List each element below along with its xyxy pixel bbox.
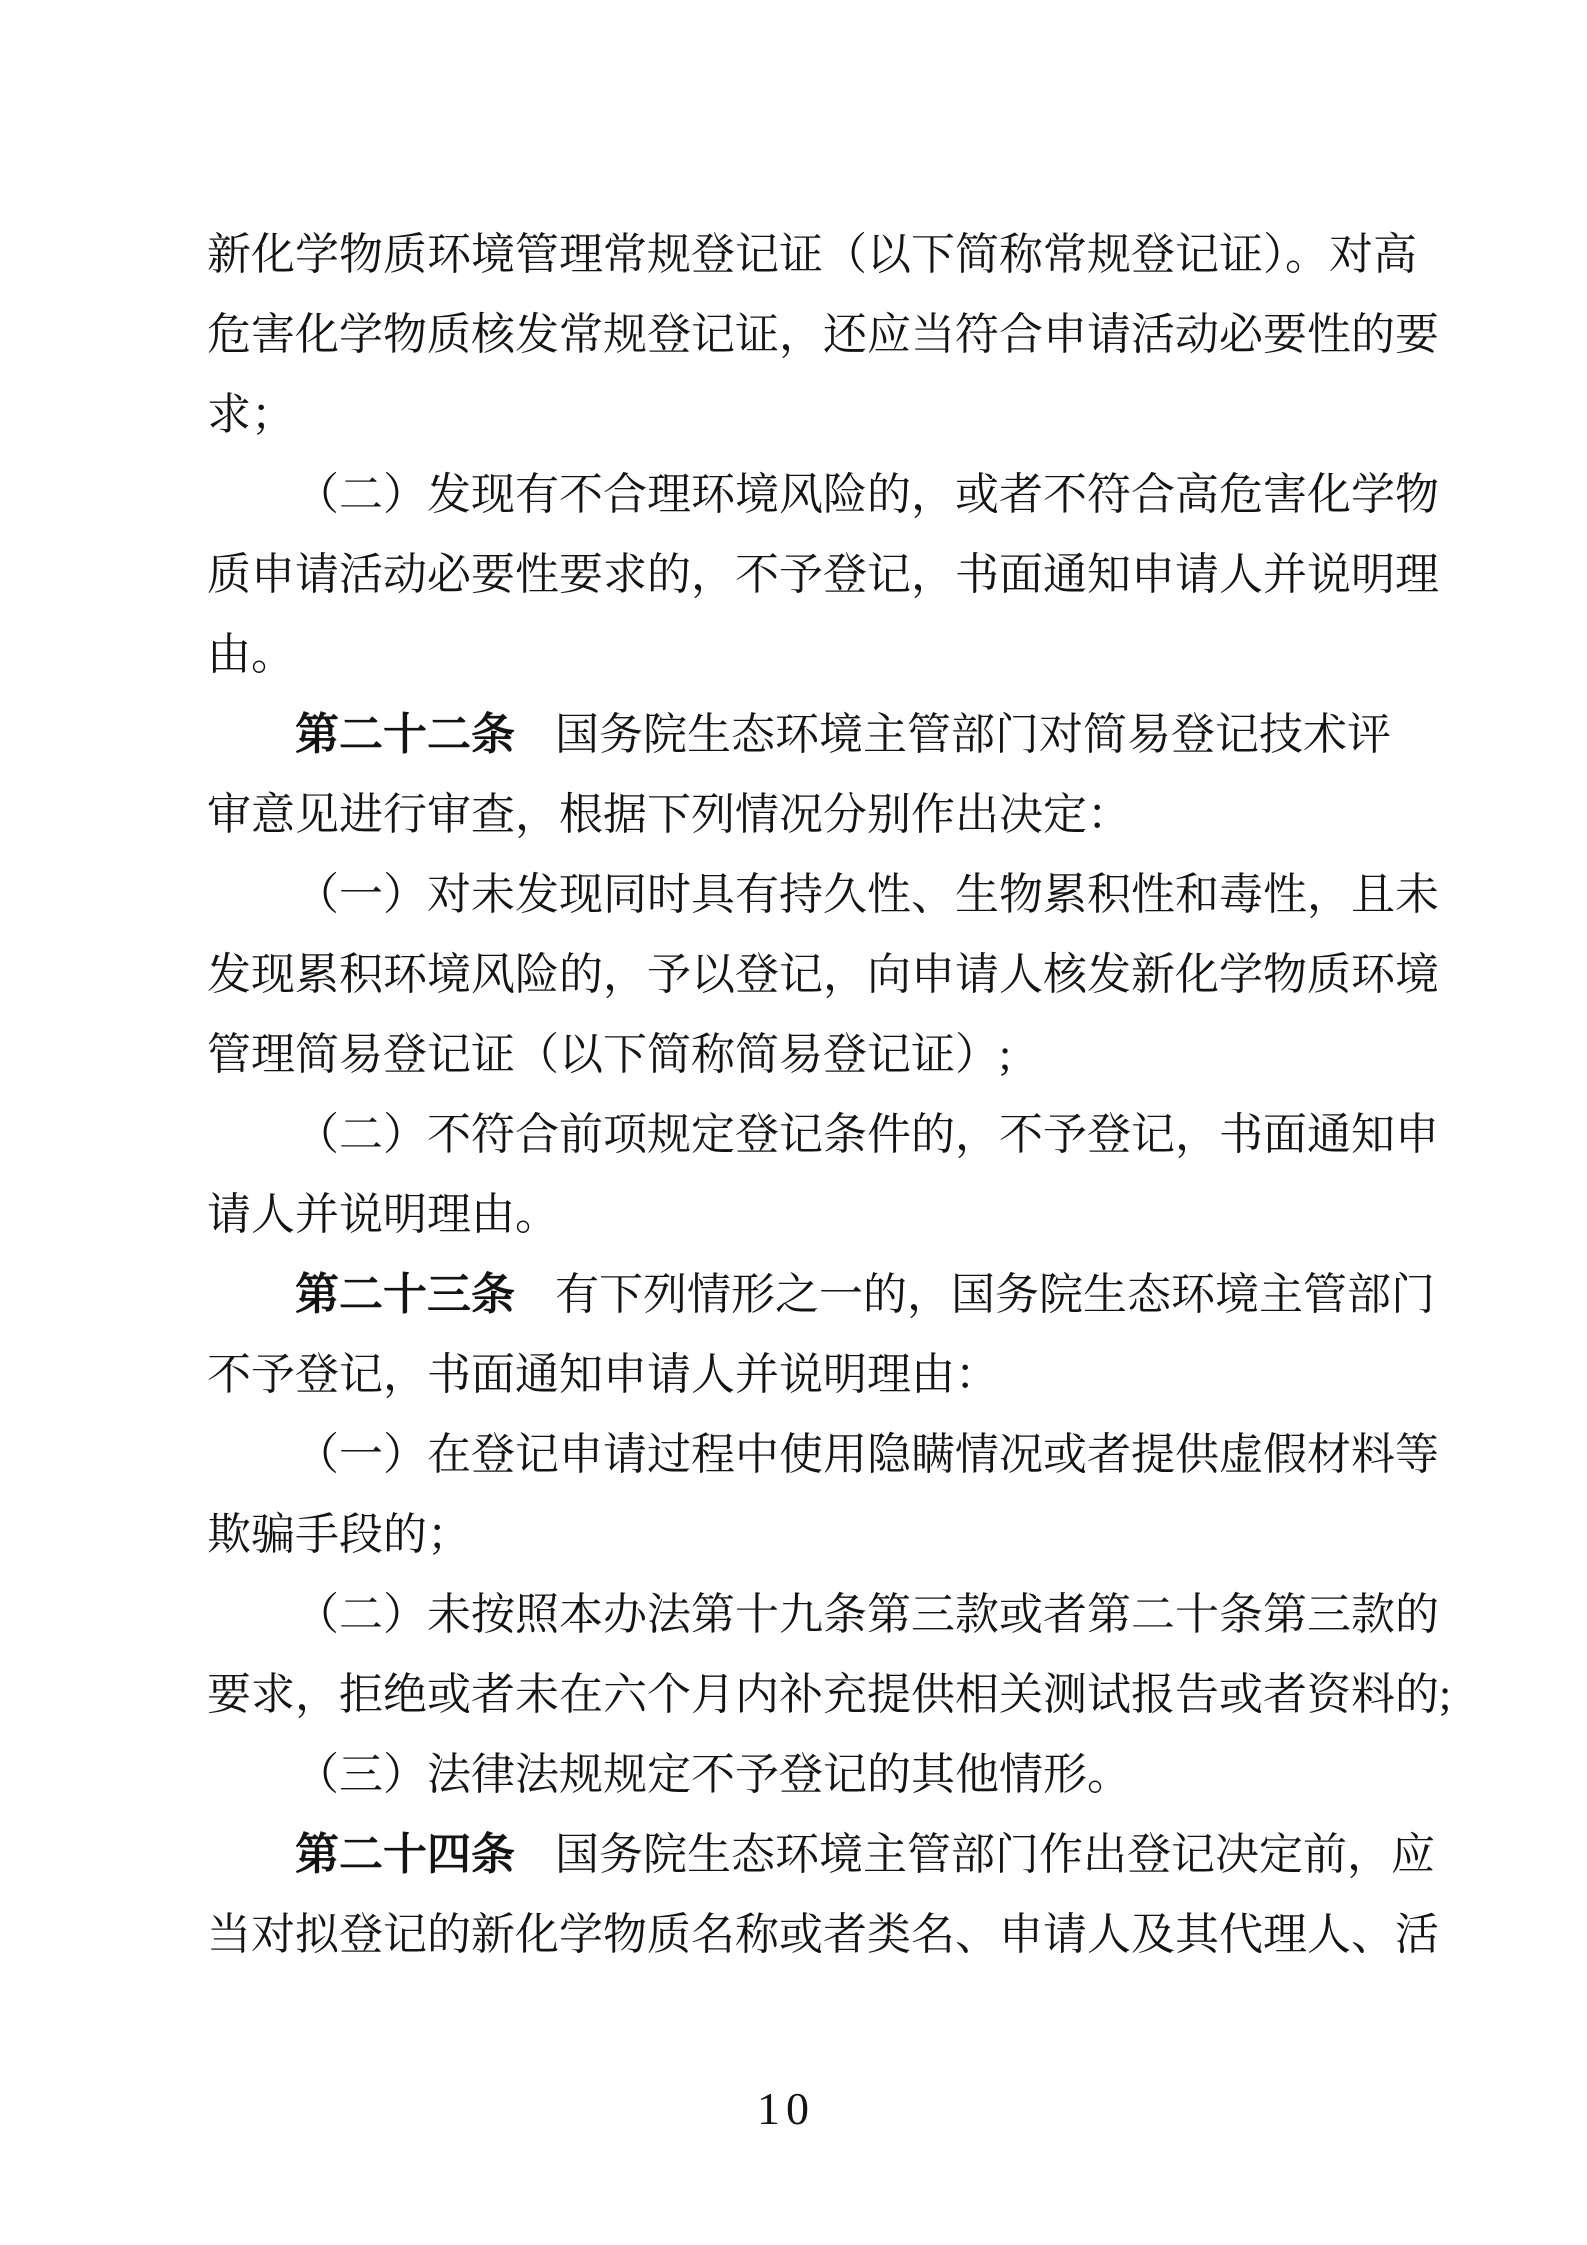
line-text: 当对拟登记的新化学物质名称或者类名、申请人及其代理人、活 xyxy=(207,1910,1439,1959)
line-text: 审意见进行审查，根据下列情况分别作出决定： xyxy=(207,790,1131,839)
line-text: （一）对未发现同时具有持久性、生物累积性和毒性，且未 xyxy=(295,870,1439,919)
line-text: 请人并说明理由。 xyxy=(207,1190,559,1239)
text-line xyxy=(207,1575,1459,1655)
line-text: 有下列情形之一的，国务院生态环境主管部门 xyxy=(555,1270,1435,1319)
text-line xyxy=(207,775,1459,855)
article-number: 第二十三条 xyxy=(295,1270,515,1319)
text-line xyxy=(207,615,1459,695)
text-line xyxy=(207,1895,1459,1975)
line-text: （二）不符合前项规定登记条件的，不予登记，书面通知申 xyxy=(295,1110,1439,1159)
line-text: 发现累积环境风险的，予以登记，向申请人核发新化学物质环境 xyxy=(207,950,1439,999)
text-line xyxy=(207,455,1459,535)
text-line xyxy=(207,535,1459,615)
line-text: 国务院生态环境主管部门作出登记决定前，应 xyxy=(555,1830,1435,1879)
line-text: 国务院生态环境主管部门对简易登记技术评 xyxy=(555,710,1391,759)
line-text: 欺骗手段的； xyxy=(207,1510,471,1559)
text-line xyxy=(207,1815,1459,1895)
line-text: （三）法律法规规定不予登记的其他情形。 xyxy=(295,1750,1131,1799)
text-line xyxy=(207,1735,1459,1815)
document-body xyxy=(207,215,1459,1975)
text-line xyxy=(207,1095,1459,1175)
line-text: 管理简易登记证（以下简称简易登记证）; xyxy=(207,1030,1012,1079)
article-number: 第二十四条 xyxy=(295,1830,515,1879)
text-line xyxy=(207,1655,1459,1735)
line-text: （二）未按照本办法第十九条第三款或者第二十条第三款的 xyxy=(295,1590,1439,1639)
article-number: 第二十二条 xyxy=(295,710,515,759)
text-line xyxy=(207,1015,1459,1095)
line-text: 求； xyxy=(207,390,295,439)
line-text: 新化学物质环境管理常规登记证（以下简称常规登记证）。对高 xyxy=(207,230,1417,279)
text-line xyxy=(207,375,1459,455)
line-text: （一）在登记申请过程中使用隐瞒情况或者提供虚假材料等 xyxy=(295,1430,1439,1479)
line-text: 由。 xyxy=(207,630,295,679)
line-text: 不予登记，书面通知申请人并说明理由： xyxy=(207,1350,999,1399)
line-text: 质申请活动必要性要求的，不予登记，书面通知申请人并说明理 xyxy=(207,550,1439,599)
text-line xyxy=(207,215,1459,295)
line-text: 危害化学物质核发常规登记证，还应当符合申请活动必要性的要 xyxy=(207,310,1439,359)
text-line xyxy=(207,935,1459,1015)
text-line xyxy=(207,695,1459,775)
text-line xyxy=(207,1495,1459,1575)
text-line xyxy=(207,1335,1459,1415)
line-text: 要求，拒绝或者未在六个月内补充提供相关测试报告或者资料的; xyxy=(207,1670,1452,1719)
text-line xyxy=(207,295,1459,375)
text-line xyxy=(207,855,1459,935)
line-text: （二）发现有不合理环境风险的，或者不符合高危害化学物 xyxy=(295,470,1439,519)
page-number: 10 xyxy=(757,2083,815,2134)
text-line xyxy=(207,1415,1459,1495)
text-line xyxy=(207,1175,1459,1255)
text-line xyxy=(207,1255,1459,1335)
